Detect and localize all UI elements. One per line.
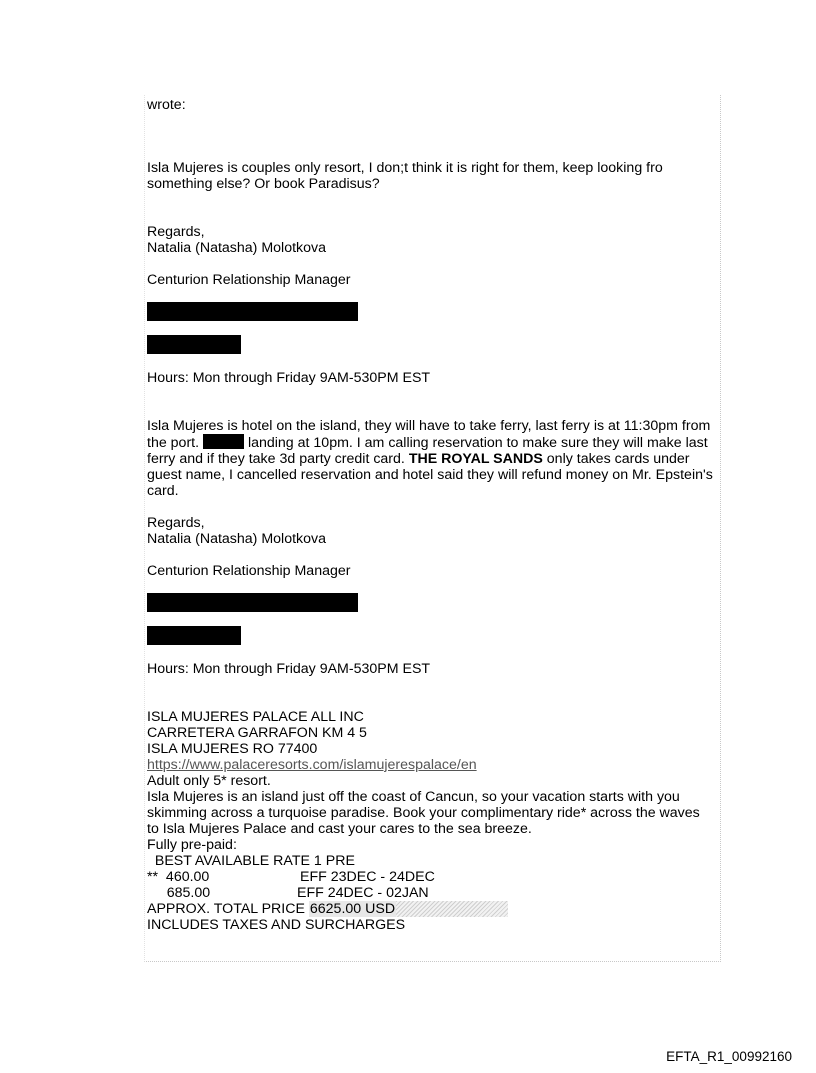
hotel-name-bold: THE ROYAL SANDS [408, 451, 543, 467]
rate2-dates: EFF 24DEC - 02JAN [297, 885, 429, 901]
reply-paragraph: Isla Mujeres is couples only resort, I don;t think it is right for them, keep looking fro something else? Or book Paradisus? [147, 160, 663, 192]
hotel-website-link[interactable]: https://www.palaceresorts.com/islamujerespalace/en [147, 757, 477, 773]
signature-closing: Regards, [147, 224, 205, 240]
signature-title: Centurion Relationship Manager [147, 272, 351, 288]
signature-name: Natalia (Natasha) Molotkova [147, 531, 326, 547]
rate2-amount: 685.00 [147, 885, 211, 901]
signature-hours: Hours: Mon through Friday 9AM-530PM EST [147, 370, 431, 386]
document-id: EFTA_R1_00992160 [666, 1049, 792, 1064]
total-price-label: APPROX. TOTAL PRICE [147, 901, 309, 917]
prepaid-label: Fully pre-paid: [147, 837, 237, 853]
ferry-text-part2: landing at 10pm. I am calling reservation to make sure they will make last ferry and if they take 3d party credit card. [147, 435, 708, 467]
adult-only-note: Adult only 5* resort. [147, 773, 271, 789]
ferry-paragraph [147, 418, 715, 499]
rate-title: BEST AVAILABLE RATE 1 PRE [147, 853, 355, 869]
hotel-address-line2: ISLA MUJERES RO 77400 [147, 741, 318, 757]
rate1-amount: ** 460.00 [147, 869, 210, 885]
signature-hours: Hours: Mon through Friday 9AM-530PM EST [147, 661, 431, 677]
total-price-line [147, 901, 508, 917]
signature-title: Centurion Relationship Manager [147, 563, 351, 579]
signature-closing: Regards, [147, 515, 205, 531]
redaction-block [147, 335, 241, 354]
signature-name: Natalia (Natasha) Molotkova [147, 240, 326, 256]
redaction-block [203, 434, 244, 449]
hotel-address-line1: CARRETERA GARRAFON KM 4 5 [147, 725, 367, 741]
hotel-name: ISLA MUJERES PALACE ALL INC [147, 709, 364, 725]
rate1-dates: EFF 23DEC - 24DEC [300, 869, 435, 885]
hotel-description: Isla Mujeres is an island just off the coast of Cancun, so your vacation starts with you skimming across a turquoise paradise. Book your complimentary ride* across the waves to Isla Mujeres Palace and cast your cares to the sea breeze. [147, 789, 700, 837]
highlight-hatch [396, 901, 508, 917]
redaction-block [147, 302, 358, 321]
ferry-text-part1: Isla Mujeres is hotel on the island, they will have to take ferry, last ferry is at 11:30pm from the port. [147, 418, 711, 451]
redaction-block [147, 593, 358, 612]
redaction-block [147, 626, 241, 645]
total-price-value: 6625.00 USD [309, 901, 396, 917]
wrote-line: wrote: [147, 97, 186, 113]
includes-taxes-note: INCLUDES TAXES AND SURCHARGES [147, 917, 406, 933]
ferry-text-part3: only takes cards under guest name, I cancelled reservation and hotel said they will refund money on Mr. Epstein's card. [147, 451, 713, 499]
